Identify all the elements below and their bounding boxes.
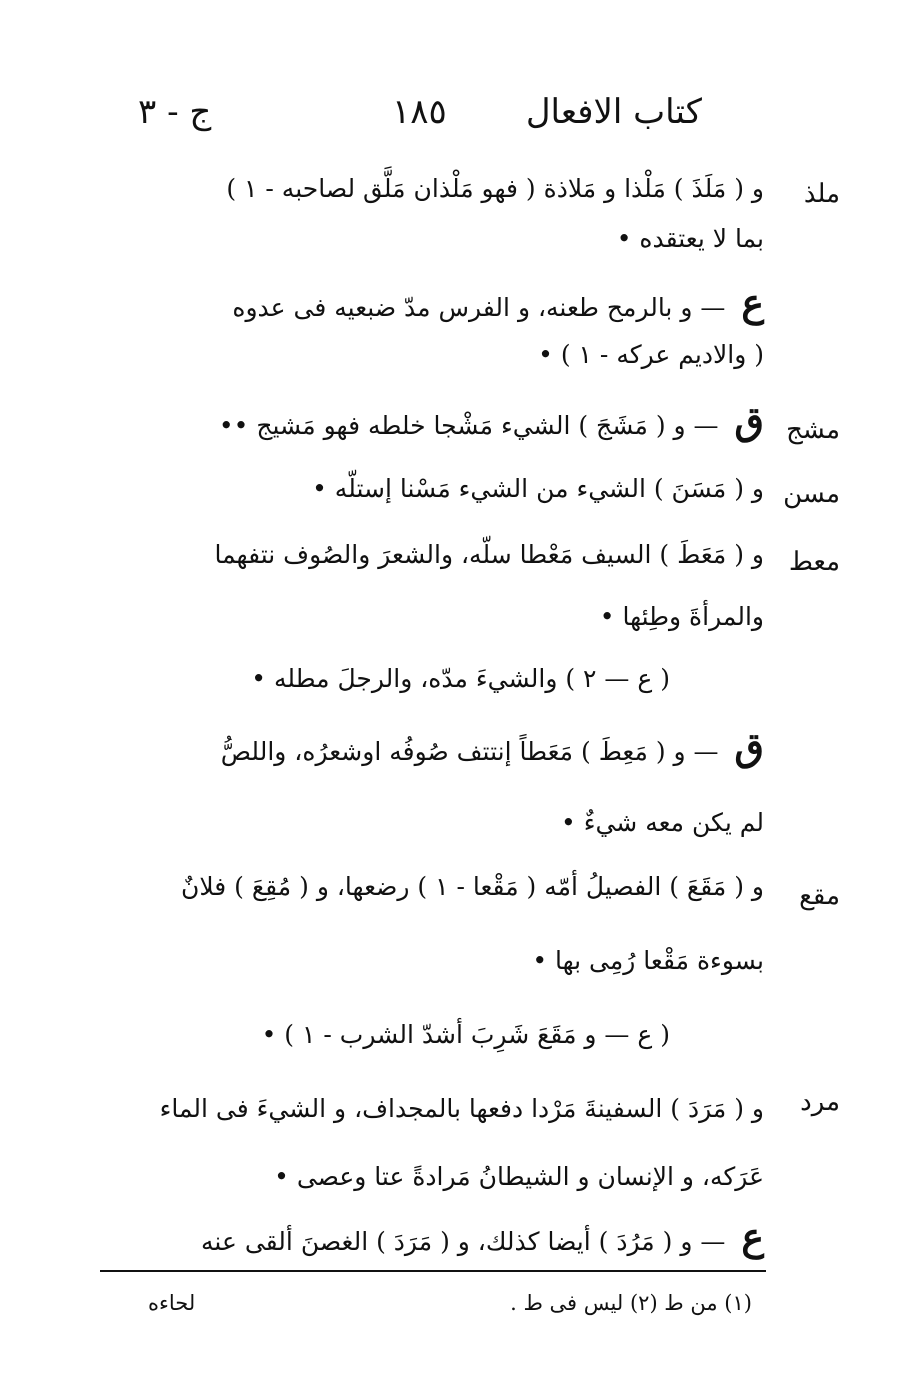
book-title: كتاب الافعال <box>525 92 702 132</box>
entry-text: — و ( مَرُدَ ) أيضا كذلك، و ( مَرَدَ ) الغصنَ ألقى عنه <box>201 1227 726 1256</box>
entry-text: ( والاديم عركه - ١ ) • <box>538 340 764 369</box>
root-word: معط <box>788 547 840 577</box>
entry-line <box>214 538 764 572</box>
entry-text: ( ع — و مَقَعَ شَرِبَ أشدّ الشرب - ١ ) • <box>261 1020 670 1049</box>
root-word: مقع <box>799 881 840 911</box>
entry-line <box>312 472 764 506</box>
entry-line <box>181 870 764 904</box>
entry-line <box>218 398 764 443</box>
dialect-marker: ق <box>734 724 764 769</box>
page-number: ١٨٥ <box>392 92 447 132</box>
footnotes: (١) من ط (٢) ليس فى ط . <box>510 1291 752 1315</box>
entry-text: بما لا يعتقده • <box>616 224 764 253</box>
dialect-marker: ع <box>741 1214 764 1259</box>
entry-text: عَرَكه، و الإنسان و الشيطانُ مَرادةً عتا وعصى • <box>274 1162 764 1191</box>
entry-line <box>617 222 764 256</box>
root-word: ملذ <box>803 179 840 209</box>
entry-text: و ( مَسَنَ ) الشيء من الشيء مَسْنا إستلّه • <box>312 474 764 503</box>
entry-line <box>262 1018 670 1052</box>
entry-text: والمرأةَ وطِئها • <box>599 602 764 631</box>
footnote-continuation: لحاءه <box>148 1291 196 1315</box>
root-word: مسن <box>783 479 840 509</box>
entry-line <box>251 662 670 696</box>
entry-line <box>561 806 764 840</box>
root-word: مشج <box>786 415 840 445</box>
entry-line <box>600 600 764 634</box>
root-word: مرد <box>800 1087 840 1117</box>
entry-text: و ( مَعَطَ ) السيف مَعْطا سلّه، والشعرَ والصُوف نتفهما <box>214 540 764 569</box>
entry-text: بسوءة مَقْعا رُمِى بها • <box>532 946 764 975</box>
entry-text: — و بالرمح طعنه، و الفرس مدّ ضبعيه فى عدوه <box>232 293 726 322</box>
entry-line <box>538 338 764 372</box>
entry-line <box>274 1160 764 1194</box>
dialect-marker: ق <box>734 398 764 443</box>
entry-line <box>220 724 764 769</box>
entry-text: و ( مَقَعَ ) الفصيلُ أمّه ( مَقْعا - ١ ) رضعها، و ( مُقِعَ ) فلانٌ <box>180 872 764 901</box>
footnote-rule <box>100 1270 766 1272</box>
entry-line <box>232 280 764 325</box>
entry-text: ( ع — ٢ ) والشيءَ مدّه، والرجلَ مطله • <box>251 664 670 693</box>
entry-line <box>160 1092 764 1126</box>
entry-line <box>226 172 764 206</box>
entry-text: لم يكن معه شيءٌ • <box>561 808 764 837</box>
volume-marker: ج - ٣ <box>138 92 212 132</box>
entry-text: — و ( مَعِطَ ) مَعَطاً إنتتف صُوفُه اوشعرُه، واللصُّ <box>220 737 719 766</box>
entry-text: — و ( مَشَجَ ) الشيء مَشْجا خلطه فهو مَشيج •• <box>218 411 719 440</box>
entry-line <box>201 1214 764 1259</box>
entry-text: و ( مَلَذَ ) مَلْذا و مَلاذة ( فهو مَلْذان مَلَّق لصاحبه - ١ ) <box>226 174 764 203</box>
entry-text: و ( مَرَدَ ) السفينةَ مَرْدا دفعها بالمجداف، و الشيءَ فى الماء <box>159 1094 764 1123</box>
dialect-marker: ع <box>741 280 764 325</box>
entry-line <box>532 944 764 978</box>
